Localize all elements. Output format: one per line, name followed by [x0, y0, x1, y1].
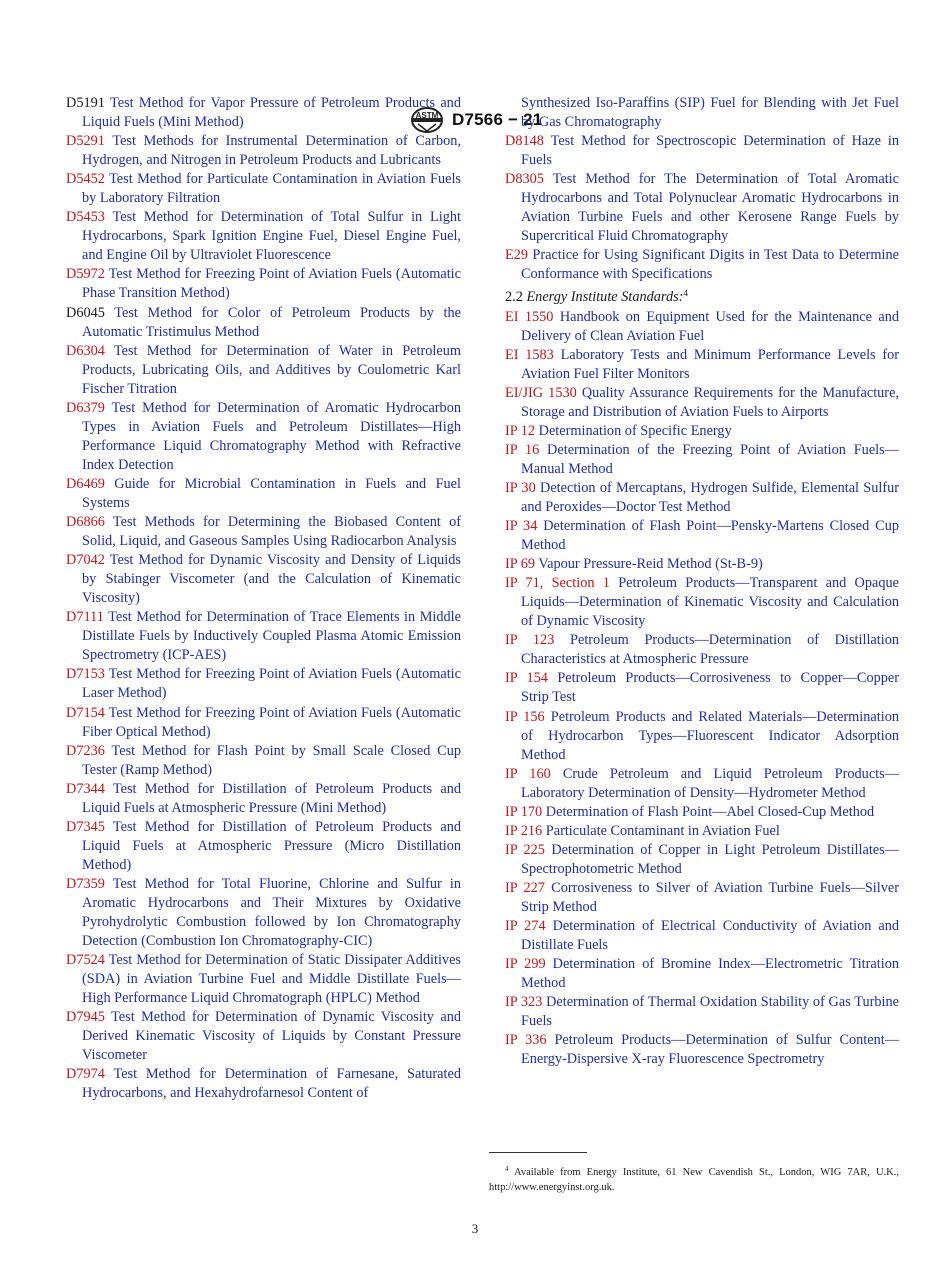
reference-title-link[interactable]: Test Method for The Determination of Total Aromatic Hydrocarbons and Total Polynuclear Aromatic Hydrocarbons in Aviation Turbine Fuels and other Kerosene Range Fuels by Supercritical Fluid Chromatography	[521, 171, 899, 245]
reference-entry	[505, 631, 899, 669]
reference-entry	[66, 818, 461, 875]
reference-title-link[interactable]: Handbook on Equipment Used for the Maintenance and Delivery of Clean Aviation Fuel	[521, 308, 900, 344]
footnote-marker: 4	[505, 1165, 509, 1173]
reference-code-link[interactable]: IP 154	[505, 670, 548, 687]
reference-title-link[interactable]: Determination of Thermal Oxidation Stability of Gas Turbine Fuels	[521, 994, 899, 1030]
reference-title-link[interactable]: Test Method for Color of Petroleum Products by the Automatic Tristimulus Method	[82, 304, 461, 340]
reference-code-link[interactable]: D5453	[66, 209, 105, 226]
reference-entry	[505, 246, 899, 284]
reference-entry	[505, 669, 899, 707]
reference-title-link[interactable]: Test Method for Determination of Water in Petroleum Products, Lubricating Oils, and Additives by Coulometric Karl Fischer Titration	[82, 342, 461, 397]
reference-code-link[interactable]: IP 30	[505, 479, 536, 496]
reference-code-link[interactable]: D6469	[66, 475, 105, 492]
reference-code-link[interactable]: IP 170	[505, 803, 543, 820]
ei-references	[505, 308, 899, 1070]
reference-title-link[interactable]: Determination of Flash Point—Abel Closed-Cup Method	[545, 803, 875, 820]
reference-code-link[interactable]: IP 299	[505, 956, 546, 973]
reference-entry	[505, 574, 899, 631]
section-heading	[505, 284, 899, 307]
reference-code-link[interactable]: IP 69	[505, 556, 536, 573]
reference-title-link[interactable]: Detection of Mercaptans, Hydrogen Sulfide, Elemental Sulfur and Peroxides—Doctor Test Method	[521, 479, 900, 515]
section-number: 2.2	[505, 289, 523, 306]
reference-entry	[505, 1031, 899, 1069]
reference-title-link[interactable]: Crude Petroleum and Liquid Petroleum Products—Laboratory Determination of Density—Hydrometer Method	[521, 765, 900, 801]
reference-title-link[interactable]: Test Method for Dynamic Viscosity and Density of Liquids by Stabinger Viscometer (and the Calculation of Kinematic Viscosity)	[82, 552, 461, 607]
reference-title-link[interactable]: Laboratory Tests and Minimum Performance Levels for Aviation Fuel Filter Monitors	[521, 346, 900, 382]
reference-code-link[interactable]: IP 323	[505, 994, 543, 1011]
reference-title-link[interactable]: Determination of Electrical Conductivity of Aviation and Distillate Fuels	[521, 918, 899, 954]
reference-entry	[66, 170, 461, 208]
reference-code-link[interactable]: D6304	[66, 342, 105, 359]
footnote-ref[interactable]: 4	[683, 288, 688, 299]
reference-title-link[interactable]: Test Method for Flash Point by Small Scale Closed Cup Tester (Ramp Method)	[82, 742, 461, 778]
reference-entry	[66, 265, 461, 303]
reference-code-link[interactable]: D5291	[66, 133, 105, 150]
reference-title-link[interactable]: Petroleum Products—Determination of Distillation Characteristics at Atmospheric Pressure	[521, 632, 899, 668]
reference-entry	[505, 993, 899, 1031]
reference-entry	[505, 555, 899, 574]
reference-code-link[interactable]: IP 225	[505, 841, 545, 858]
reference-code-link[interactable]: D5191	[66, 95, 105, 111]
reference-entry	[505, 422, 899, 441]
reference-title-link[interactable]: Test Method for Freezing Point of Aviation Fuels (Automatic Fiber Optical Method)	[82, 704, 461, 740]
reference-code-link[interactable]: D7974	[66, 1066, 105, 1083]
reference-entry	[505, 879, 899, 917]
left-column	[66, 94, 461, 1103]
reference-title-link[interactable]: Petroleum Products—Corrosiveness to Copper—Copper Strip Test	[521, 670, 900, 706]
reference-code-link[interactable]: D6045	[66, 304, 105, 321]
reference-code-link[interactable]: IP 16	[505, 441, 540, 458]
footnote-divider	[489, 1152, 587, 1153]
reference-entry	[66, 475, 461, 513]
reference-code-link[interactable]: D7524	[66, 952, 105, 969]
reference-title-link[interactable]: Test Method for Determination of Farnesane, Saturated Hydrocarbons, and Hexahydrofarnesol Content of	[82, 1066, 461, 1102]
reference-code-link[interactable]: D7111	[66, 609, 104, 626]
reference-code-link[interactable]: D7153	[66, 666, 105, 683]
reference-entry	[66, 1065, 461, 1103]
footnote	[489, 1162, 899, 1195]
reference-title-link[interactable]: Test Method for Determination of Total Sulfur in Light Hydrocarbons, Spark Ignition Engine Fuel, Diesel Engine Fuel, and Engine Oil by Ultraviolet Fluorescence	[82, 209, 461, 264]
reference-entry	[66, 875, 461, 951]
reference-code-link[interactable]: IP 336	[505, 1032, 547, 1049]
reference-code-link[interactable]: D7359	[66, 875, 105, 892]
reference-title-link[interactable]: Petroleum Products—Determination of Sulfur Content—Energy-Dispersive X-ray Fluorescence Spectrometry	[521, 1032, 900, 1068]
reference-entry	[66, 94, 461, 132]
reference-entry	[66, 742, 461, 780]
reference-title-link[interactable]: Guide for Microbial Contamination in Fuels and Fuel Systems	[82, 475, 461, 511]
reference-entry	[505, 346, 899, 384]
reference-code-link[interactable]: EI/JIG 1530	[505, 384, 577, 401]
reference-code-link[interactable]: IP 160	[505, 765, 551, 782]
right-column	[505, 94, 899, 1069]
section-title: Energy Institute Standards:	[526, 289, 684, 306]
reference-title-link[interactable]: Determination of Copper in Light Petroleum Distillates—Spectrophotometric Method	[521, 841, 900, 877]
reference-code-link[interactable]: IP 227	[505, 879, 545, 896]
reference-entry	[66, 608, 461, 665]
reference-code-link[interactable]: EI 1550	[505, 308, 554, 325]
reference-code-link[interactable]: D8305	[505, 171, 544, 188]
reference-title-link[interactable]: Test Method for Freezing Point of Aviation Fuels (Automatic Phase Transition Method)	[82, 266, 461, 302]
reference-code-link[interactable]: IP 274	[505, 918, 546, 935]
reference-entry	[66, 342, 461, 399]
reference-title-link[interactable]: Practice for Using Significant Digits in Test Data to Determine Conformance with Specifications	[521, 247, 900, 283]
reference-title-link[interactable]: Test Method for Determination of Static Dissipater Additives (SDA) in Aviation Turbine Fuel and Middle Distillate Fuels—High Performance Liquid Chromatograph (HPLC) Method	[82, 952, 461, 1007]
reference-title-link[interactable]: Vapour Pressure-Reid Method (St-B-9)	[538, 556, 763, 573]
reference-title-link[interactable]: Determination of the Freezing Point of Aviation Fuels—Manual Method	[521, 441, 899, 477]
reference-code-link[interactable]: D7154	[66, 704, 105, 721]
reference-entry	[505, 441, 899, 479]
footnote-text: Available from Energy Institute, 61 New Cavendish St., London, WIG 7AR, U.K., http://www.energyinst.org.uk.	[489, 1167, 900, 1193]
reference-entry	[66, 399, 461, 475]
reference-entry	[505, 132, 899, 170]
reference-title-link[interactable]: Particulate Contaminant in Aviation Fuel	[545, 822, 780, 839]
reference-code-link[interactable]: IP 156	[505, 708, 545, 725]
reference-title-link[interactable]: Test Method for Freezing Point of Aviation Fuels (Automatic Laser Method)	[82, 666, 461, 702]
reference-title-link[interactable]: Quality Assurance Requirements for the Manufacture, Storage and Distribution of Aviation Fuels to Airports	[521, 384, 899, 420]
reference-code-link[interactable]: D7945	[66, 1009, 105, 1026]
reference-title-link[interactable]: Determination of Bromine Index—Electrometric Titration Method	[521, 956, 900, 992]
reference-title-link[interactable]: Test Method for Distillation of Petroleum Products and Liquid Fuels at Atmospheric Pressure (Micro Distillation Method)	[82, 818, 461, 873]
reference-code-link[interactable]: D7236	[66, 742, 105, 759]
reference-title-link[interactable]: Determination of Specific Energy	[538, 422, 732, 439]
reference-entry	[505, 841, 899, 879]
reference-entry	[505, 708, 899, 765]
reference-title-link[interactable]: Test Method for Determination of Trace Elements in Middle Distillate Fuels by Inductively Coupled Plasma Atomic Emission Spectrometry (ICP-AES)	[82, 609, 461, 664]
reference-code-link[interactable]: IP 12	[505, 422, 536, 439]
reference-code-link[interactable]: D6866	[66, 514, 105, 531]
reference-title-link[interactable]: Test Method for Determination of Aromatic Hydrocarbon Types in Aviation Fuels and Petroleum Distillates—High Performance Liquid Chromatography Method with Refractive Index Detection	[82, 399, 461, 473]
continuation-text[interactable]: Synthesized Iso-Paraffins (SIP) Fuel for Blending with Jet Fuel by Gas Chromatography	[521, 95, 899, 131]
reference-code-link[interactable]: D5972	[66, 266, 105, 283]
reference-entry	[505, 955, 899, 993]
reference-entry	[66, 132, 461, 170]
reference-entry	[505, 384, 899, 422]
reference-title-link[interactable]: Test Method for Particulate Contamination in Aviation Fuels by Laboratory Filtration	[82, 171, 461, 207]
reference-title-link[interactable]: Test Method for Vapor Pressure of Petroleum Products and Liquid Fuels (Mini Method)	[82, 95, 461, 131]
reference-title-link[interactable]: Determination of Flash Point—Pensky-Martens Closed Cup Method	[521, 518, 899, 554]
reference-entry	[66, 951, 461, 1008]
reference-entry	[66, 304, 461, 342]
reference-title-link[interactable]: Test Method for Distillation of Petroleum Products and Liquid Fuels at Atmospheric Pressure (Mini Method)	[82, 780, 461, 816]
reference-entry	[505, 308, 899, 346]
reference-entry	[505, 479, 899, 517]
reference-code-link[interactable]: IP 71, Section 1	[505, 575, 610, 592]
reference-entry	[66, 208, 461, 265]
reference-code-link[interactable]: IP 34	[505, 518, 538, 535]
reference-code-link[interactable]: D5452	[66, 171, 105, 188]
reference-entry	[505, 765, 899, 803]
reference-code-link[interactable]: E29	[505, 247, 529, 264]
reference-entry	[66, 1008, 461, 1065]
reference-entry	[66, 551, 461, 608]
reference-entry	[66, 704, 461, 742]
reference-entry	[66, 513, 461, 551]
reference-code-link[interactable]: D7345	[66, 818, 105, 835]
reference-entry	[505, 822, 899, 841]
reference-code-link[interactable]: D8148	[505, 133, 544, 150]
reference-title-link[interactable]: Petroleum Products and Related Materials—Determination of Hydrocarbon Types—Fluorescent Indicator Adsorption Method	[521, 708, 900, 763]
page-number: 3	[471, 1221, 479, 1236]
reference-title-link[interactable]: Test Method for Total Fluorine, Chlorine and Sulfur in Aromatic Hydrocarbons and Their Mixtures by Oxidative Pyrohydrolytic Combustion followed by Ion Chromatography Detection (Combustion Ion Chromatography-CIC)	[82, 875, 461, 950]
reference-title-link[interactable]: Test Methods for Instrumental Determination of Carbon, Hydrogen, and Nitrogen in Petroleum Products and Lubricants	[82, 133, 461, 169]
svg-text:ASTM: ASTM	[415, 111, 439, 120]
reference-entry	[505, 517, 899, 555]
reference-title-link[interactable]: Test Methods for Determining the Biobased Content of Solid, Liquid, and Gaseous Samples Using Radiocarbon Analysis	[82, 514, 461, 550]
reference-code-link[interactable]: D7042	[66, 552, 105, 569]
reference-entry	[66, 780, 461, 818]
reference-title-link[interactable]: Petroleum Products—Transparent and Opaque Liquids—Determination of Kinematic Viscosity and Calculation of Dynamic Viscosity	[521, 575, 900, 630]
reference-code-link[interactable]: IP 216	[505, 822, 543, 839]
reference-code-link[interactable]: EI 1583	[505, 346, 554, 363]
reference-entry	[505, 917, 899, 955]
reference-code-link[interactable]: D7344	[66, 780, 105, 797]
reference-code-link[interactable]: IP 123	[505, 632, 555, 649]
astm-references-right	[505, 132, 899, 284]
reference-title-link[interactable]: Test Method for Determination of Dynamic Viscosity and Derived Kinematic Viscosity of Liquids by Constant Pressure Viscometer	[82, 1009, 461, 1064]
reference-entry	[505, 803, 899, 822]
reference-entry	[505, 170, 899, 246]
reference-title-link[interactable]: Test Method for Spectroscopic Determination of Haze in Fuels	[521, 133, 899, 169]
continuation-entry	[505, 94, 899, 132]
document-designation: D7566 − 21	[452, 110, 543, 129]
reference-entry	[66, 665, 461, 703]
reference-code-link[interactable]: D6379	[66, 399, 105, 416]
reference-title-link[interactable]: Corrosiveness to Silver of Aviation Turbine Fuels—Silver Strip Method	[521, 879, 899, 915]
